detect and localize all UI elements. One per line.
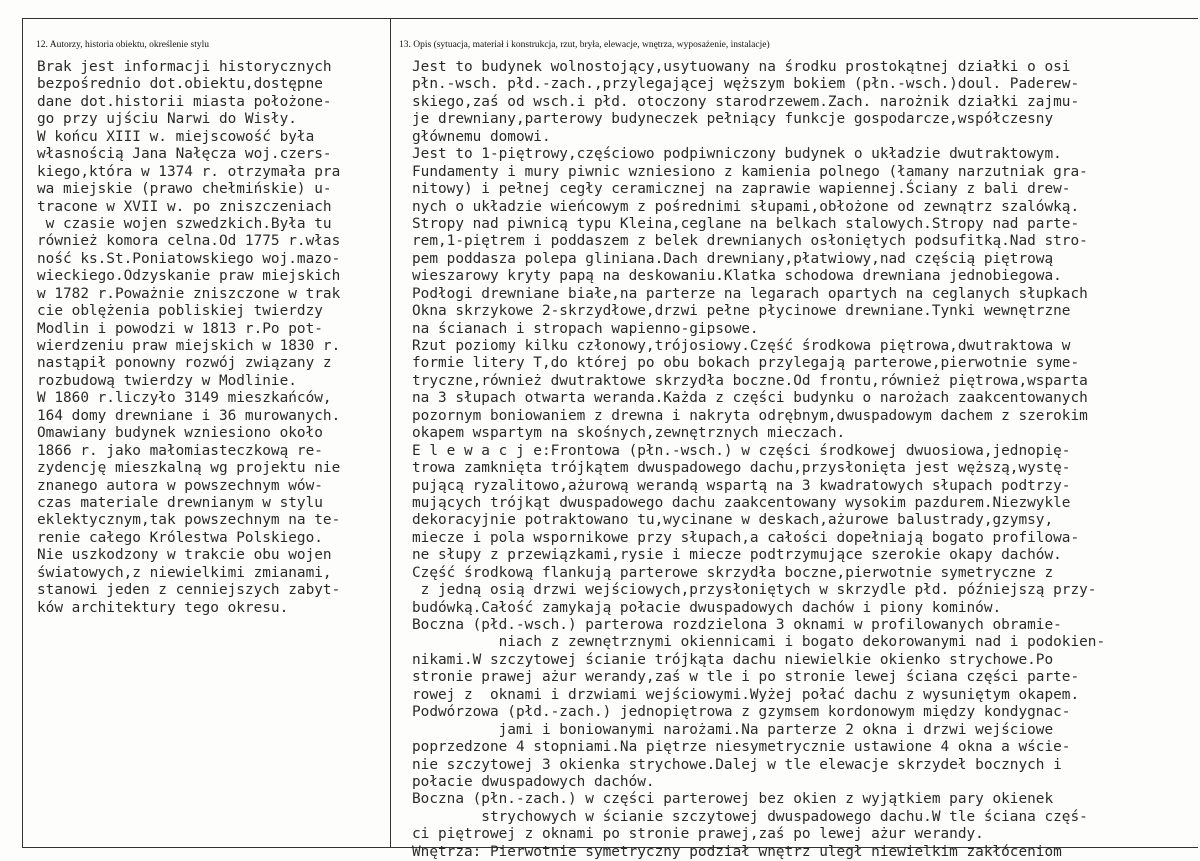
text-line: Podwórzowa (płd.-zach.) jednopiętrowa z gzymsem kordonowym między kondygnac- xyxy=(412,704,1071,721)
text-line: Jest to 1-piętrowy,częściowo podpiwniczony budynek o układzie dwutraktowym. xyxy=(412,146,1062,163)
text-line: stronie prawej ażur werandy,zaś w tle i po stronie lewej ściana części parte- xyxy=(412,669,1080,686)
text-line: ne słupy z przewiązkami,rysie i miecze podtrzymujące szerokie okapy dachów. xyxy=(412,547,1062,564)
text-line: na ścianach i stropach wapienno-gipsowe. xyxy=(412,320,759,337)
text-line: rem,1-piętrem i poddaszem z belek drewnianych osłoniętych podsufitką.Nad stro- xyxy=(412,233,1088,250)
text-line: Boczna (płd.-wsch.) parterowa rozdzielona 3 oknami w profilowanych obramie- xyxy=(412,617,1062,633)
text-line: Omawiany budynek wzniesiono około xyxy=(37,425,323,442)
text-line: również komora celna.Od 1775 r.włas xyxy=(37,233,341,250)
text-line: jami i boniowanymi narożami.Na parterze 2 okna i drzwi wejściowe xyxy=(412,721,1054,738)
text-line: nitowy) i pełnej cegły ceramicznej na zaprawie wapiennej.Ściany z bali drew- xyxy=(412,181,1071,198)
text-line: niach z zewnętrznymi okiennicami i bogato dekorowanymi nad i podokien- xyxy=(412,634,1106,651)
text-line: poprzedzone 4 stopniami.Na piętrze niesymetrycznie ustawione 4 okna a wście- xyxy=(412,739,1071,756)
text-line: wieckiego.Odzyskanie praw miejskich xyxy=(37,268,341,285)
text-line: tracone w XVII w. po zniszczeniach xyxy=(37,198,332,215)
text-line: cie oblężenia pobliskiej twierdzy xyxy=(37,303,323,320)
text-line: Jest to budynek wolnostojący,usytuowany na środku prostokątnej działki o osi xyxy=(412,59,1071,75)
text-line: miecze i pola wspornikowe przy słupach,a całości dopełniają bogato profilowa- xyxy=(412,529,1080,546)
text-line: nastąpił ponowny rozwój związany z xyxy=(37,355,332,372)
text-line: Stropy nad piwnicą typu Kleina,ceglane na belkach stalowych.Stropy nad parte- xyxy=(412,215,1080,232)
text-line: 164 domy drewniane i 36 murowanych. xyxy=(37,407,341,424)
column-divider xyxy=(390,18,391,848)
description-text-column xyxy=(412,59,1197,861)
text-line: Brak jest informacji historycznych xyxy=(37,59,332,75)
text-line: renie całego Królestwa Polskiego. xyxy=(37,529,323,546)
text-line: rozbudową twierdzy w Modlinie. xyxy=(37,372,297,389)
text-line: nych o układzie wieńcowym z pośrednimi słupami,obłożone od zewnątrz szalówką. xyxy=(412,198,1080,215)
text-line: Nie uszkodzony w trakcie obu wojen xyxy=(37,547,332,564)
section-12-header: 12. Autorzy, historia obiektu, określenie stylu xyxy=(36,40,209,50)
text-line: wa miejskie (prawo chełmińskie) u- xyxy=(37,181,332,198)
text-line: z jedną osią drzwi wejściowych,przysłoniętych w skrzydle płd. późniejszą przy- xyxy=(412,582,1097,599)
text-line: Wnętrza: Pierwotnie symetryczny podział wnętrz uległ niewielkim zakłóceniom xyxy=(412,843,1062,860)
text-line: Fundamenty i mury piwnic wzniesiono z kamienia polnego (łamany narzutniak gra- xyxy=(412,163,1088,180)
text-line: ków architektury tego okresu. xyxy=(37,599,289,616)
text-line: W końcu XIII w. miejscowość była xyxy=(37,128,315,145)
text-line: w 1782 r.Poważnie zniszczone w trak xyxy=(37,285,341,302)
text-line: W 1860 r.liczyło 3149 mieszkańców, xyxy=(37,390,332,407)
text-line: formie litery T,do której po obu bokach przylegają parterowe,pierwotnie syme- xyxy=(412,355,1080,372)
text-line: tryczne,również dwutraktowe skrzydła boczne.Od frontu,również piętrowa,wsparta xyxy=(412,372,1088,389)
text-line: 1866 r. jako małomiasteczkową re- xyxy=(37,442,323,459)
text-line: nie szczytowej 3 okienka strychowe.Dalej w tle elewacje skrzydeł bocznych i xyxy=(412,756,1062,773)
text-line: E l e w a c j e:Frontowa (płn.-wsch.) w części środkowej dwuosiowa,jednopię- xyxy=(412,442,1071,459)
text-line: stanowi jeden z cenniejszych zabyt- xyxy=(37,582,341,599)
text-line: pującą ryzalitowo,ażurową werandą wspartą na 3 kwadratowych słupach podtrzy- xyxy=(412,477,1071,494)
text-line: płn.-wsch. płd.-zach.,przylegającej węższym bokiem (płn.-wsch.)doul. Paderew- xyxy=(412,76,1080,93)
text-line: ci piętrowej z oknami po stronie prawej,zaś po lewej ażur werandy. xyxy=(412,826,984,843)
text-line: go przy ujściu Narwi do Wisły. xyxy=(37,111,297,128)
text-line: wierdzeniu praw miejskich w 1830 r. xyxy=(37,338,341,354)
text-line: Podłogi drewniane białe,na parterze na legarach opartych na ceglanych słupkach xyxy=(412,285,1088,302)
text-line: trowa zamknięta trójkątem dwuspadowego dachu,przysłonięta jest węższą,wystę- xyxy=(412,460,1071,477)
text-line: czas materiale drewnianym w stylu xyxy=(37,494,323,511)
text-line: dane dot.historii miasta położone- xyxy=(37,93,332,110)
text-line: rowej z oknami i drzwiami wejściowymi.Wyżej połać dachu z wysuniętym okapem. xyxy=(412,686,1080,703)
text-line: okapem wspartym na skośnych,zewnętrznych mieczach. xyxy=(412,425,846,442)
text-line: Modlin i powodzi w 1813 r.Po pot- xyxy=(37,320,323,337)
text-line: połacie dwuspadowych dachów. xyxy=(412,773,655,790)
text-line: Część środkową flankują parterowe skrzydła boczne,pierwotnie symetryczne z xyxy=(412,564,1054,581)
text-line: strychowych w ścianie szczytowej dwuspadowego dachu.W tle ściana częś- xyxy=(412,808,1088,825)
text-line: światowych,z niewielkimi zmianami, xyxy=(37,564,332,581)
text-line: Rzut poziomy kilku członowy,trójosiowy.Część środkowa piętrowa,dwutraktowa w xyxy=(412,338,1071,354)
text-line: skiego,zaś od wsch.i płd. otoczony starodrzewem.Zach. narożnik działki zajmu- xyxy=(412,93,1080,110)
history-text-column xyxy=(37,59,389,617)
text-line: zydencję mieszkalną wg projektu nie xyxy=(37,460,341,477)
text-line: na 3 słupach otwarta weranda.Każda z części budynku o narożach zaakcentowanych xyxy=(412,390,1088,407)
text-line: mujących trójkąt dwuspadowego dachu zaakcentowany wysokim pazdurem.Niezwykle xyxy=(412,494,1071,511)
text-line: kiego,która w 1374 r. otrzymała pra xyxy=(37,163,341,180)
section-13-header: 13. Opis (sytuacja, materiał i konstrukcja, rzut, bryła, elewacje, wnętrza, wyposażenie, instalacje) xyxy=(399,40,770,50)
text-line: dekoracyjnie potraktowano tu,wycinane w deskach,ażurowe balustrady,gzymsy, xyxy=(412,512,1054,529)
text-line: głównemu domowi. xyxy=(412,128,551,145)
text-line: znanego autora w powszechnym wów- xyxy=(37,477,323,494)
text-line: własnością Jana Nałęcza woj.czers- xyxy=(37,146,332,163)
text-line: budówką.Całość zamykają połacie dwuspadowych dachów i piony kominów. xyxy=(412,599,1002,616)
text-line: eklektycznym,tak powszechnym na te- xyxy=(37,512,341,529)
text-line: je drewniany,parterowy budyneczek pełniący funkcje gospodarcze,współczesny xyxy=(412,111,1054,128)
text-line: nikami.W szczytowej ścianie trójkąta dachu niewielkie okienko strychowe.Po xyxy=(412,651,1054,668)
text-line: pozornym boniowaniem z drewna i nakryta odrębnym,dwuspadowym dachem z szerokim xyxy=(412,407,1088,424)
text-line: Boczna (płn.-zach.) w części parterowej bez okien z wyjątkiem pary okienek xyxy=(412,791,1054,808)
text-line: bezpośrednio dot.obiektu,dostępne xyxy=(37,76,323,93)
text-line: wieszarowy kryty papą na deskowaniu.Klatka schodowa drewniana jednobiegowa. xyxy=(412,268,1062,285)
text-line: Okna skrzykowe 2-skrzydłowe,drzwi pełne płycinowe drewniane.Tynki wewnętrzne xyxy=(412,303,1071,320)
text-line: pem poddasza polepa gliniana.Dach drewniany,płatwiowy,nad częścią piętrową xyxy=(412,250,1054,267)
text-line: ność ks.St.Poniatowskiego woj.mazo- xyxy=(37,250,341,267)
text-line: w czasie wojen szwedzkich.Była tu xyxy=(37,215,332,232)
